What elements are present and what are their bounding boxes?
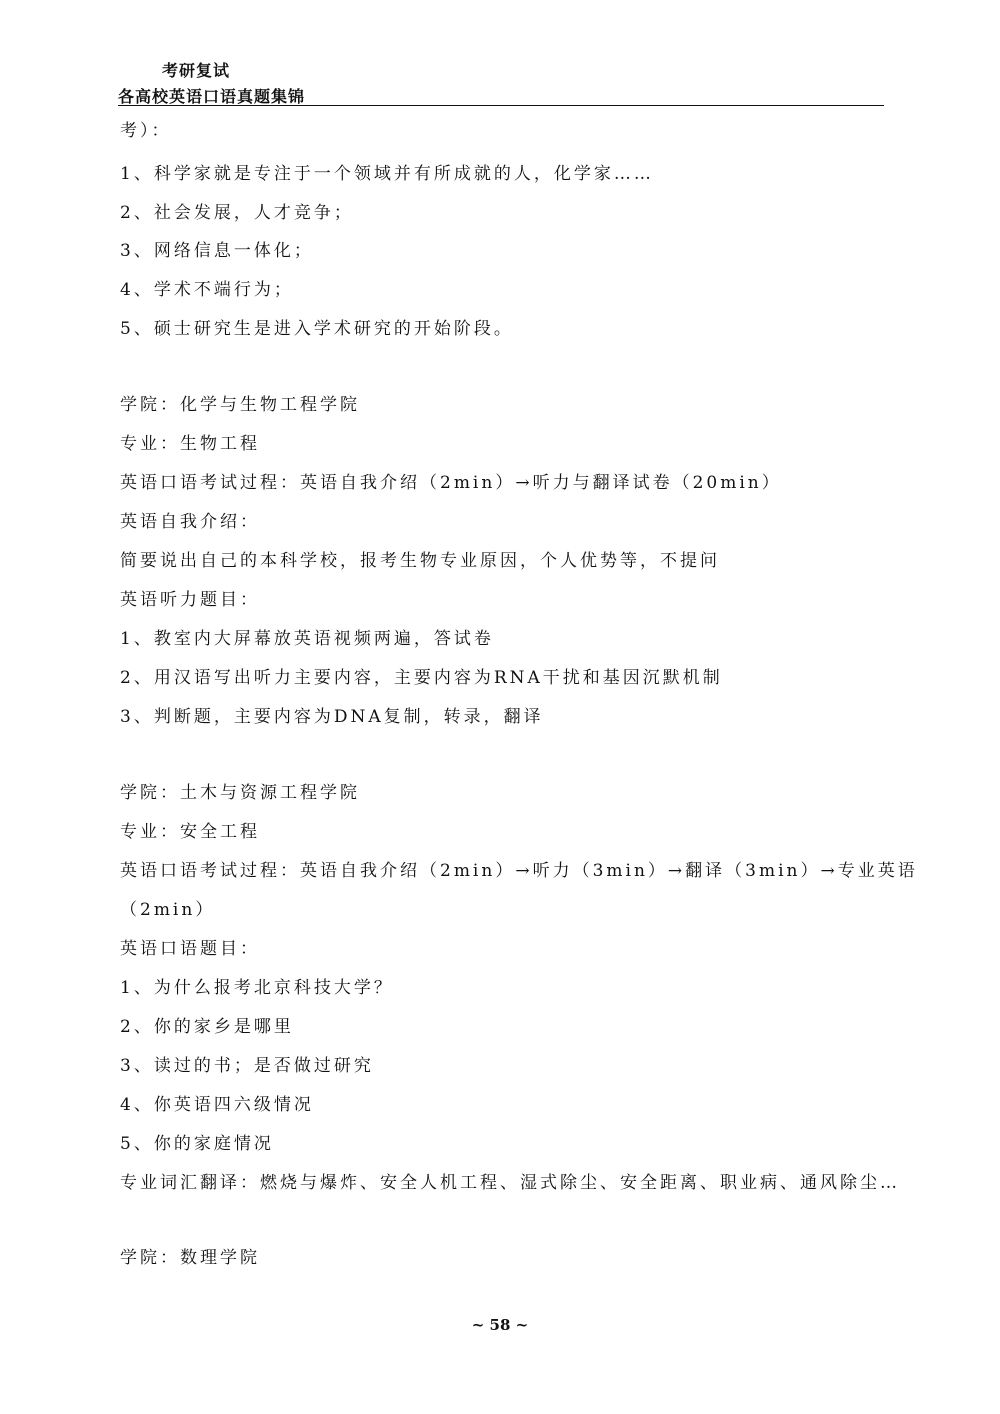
text-line: 考）： <box>120 121 172 141</box>
list-item: 3、读过的书；是否做过研究 <box>120 1056 374 1076</box>
subheading: 英语听力题目： <box>120 590 260 610</box>
list-item: 1、为什么报考北京科技大学？ <box>120 978 394 998</box>
list-item: 5、硕士研究生是进入学术研究的开始阶段。 <box>120 319 514 339</box>
page-number: ~ 58 ~ <box>471 1316 529 1334</box>
list-item: 2、社会发展，人才竞争； <box>120 203 354 223</box>
vocabulary-line: 专业词汇翻译：燃烧与爆炸、安全人机工程、湿式除尘、安全距离、职业病、通风除尘… <box>120 1173 900 1193</box>
header-title-line2: 各高校英语口语真题集锦 <box>118 87 306 106</box>
section-college: 学院：化学与生物工程学院 <box>120 395 360 415</box>
section-major: 专业：安全工程 <box>120 822 260 842</box>
list-item: 5、你的家庭情况 <box>120 1134 274 1154</box>
list-item: 3、判断题，主要内容为DNA复制，转录，翻译 <box>120 707 544 727</box>
list-item: 1、科学家就是专注于一个领域并有所成就的人，化学家…… <box>120 164 654 184</box>
subheading: 英语自我介绍： <box>120 512 260 532</box>
header-title-line1: 考研复试 <box>162 61 231 80</box>
exam-process-continued: （2min） <box>120 900 216 920</box>
section-college: 学院：数理学院 <box>120 1248 260 1268</box>
list-item: 2、你的家乡是哪里 <box>120 1017 294 1037</box>
list-item: 3、网络信息一体化； <box>120 241 314 261</box>
exam-process: 英语口语考试过程：英语自我介绍（2min）→听力（3min）→翻译（3min）→专业英语 <box>120 861 918 881</box>
list-item: 1、教室内大屏幕放英语视频两遍，答试卷 <box>120 629 494 649</box>
header-divider <box>118 105 884 106</box>
list-item: 4、你英语四六级情况 <box>120 1095 314 1115</box>
list-item: 4、学术不端行为； <box>120 280 294 300</box>
section-major: 专业：生物工程 <box>120 434 260 454</box>
exam-process: 英语口语考试过程：英语自我介绍（2min）→听力与翻译试卷（20min） <box>120 473 782 493</box>
text-line: 简要说出自己的本科学校，报考生物专业原因，个人优势等，不提问 <box>120 551 720 571</box>
subheading: 英语口语题目： <box>120 939 260 959</box>
section-college: 学院：土木与资源工程学院 <box>120 783 360 803</box>
list-item: 2、用汉语写出听力主要内容，主要内容为RNA干扰和基因沉默机制 <box>120 668 723 688</box>
